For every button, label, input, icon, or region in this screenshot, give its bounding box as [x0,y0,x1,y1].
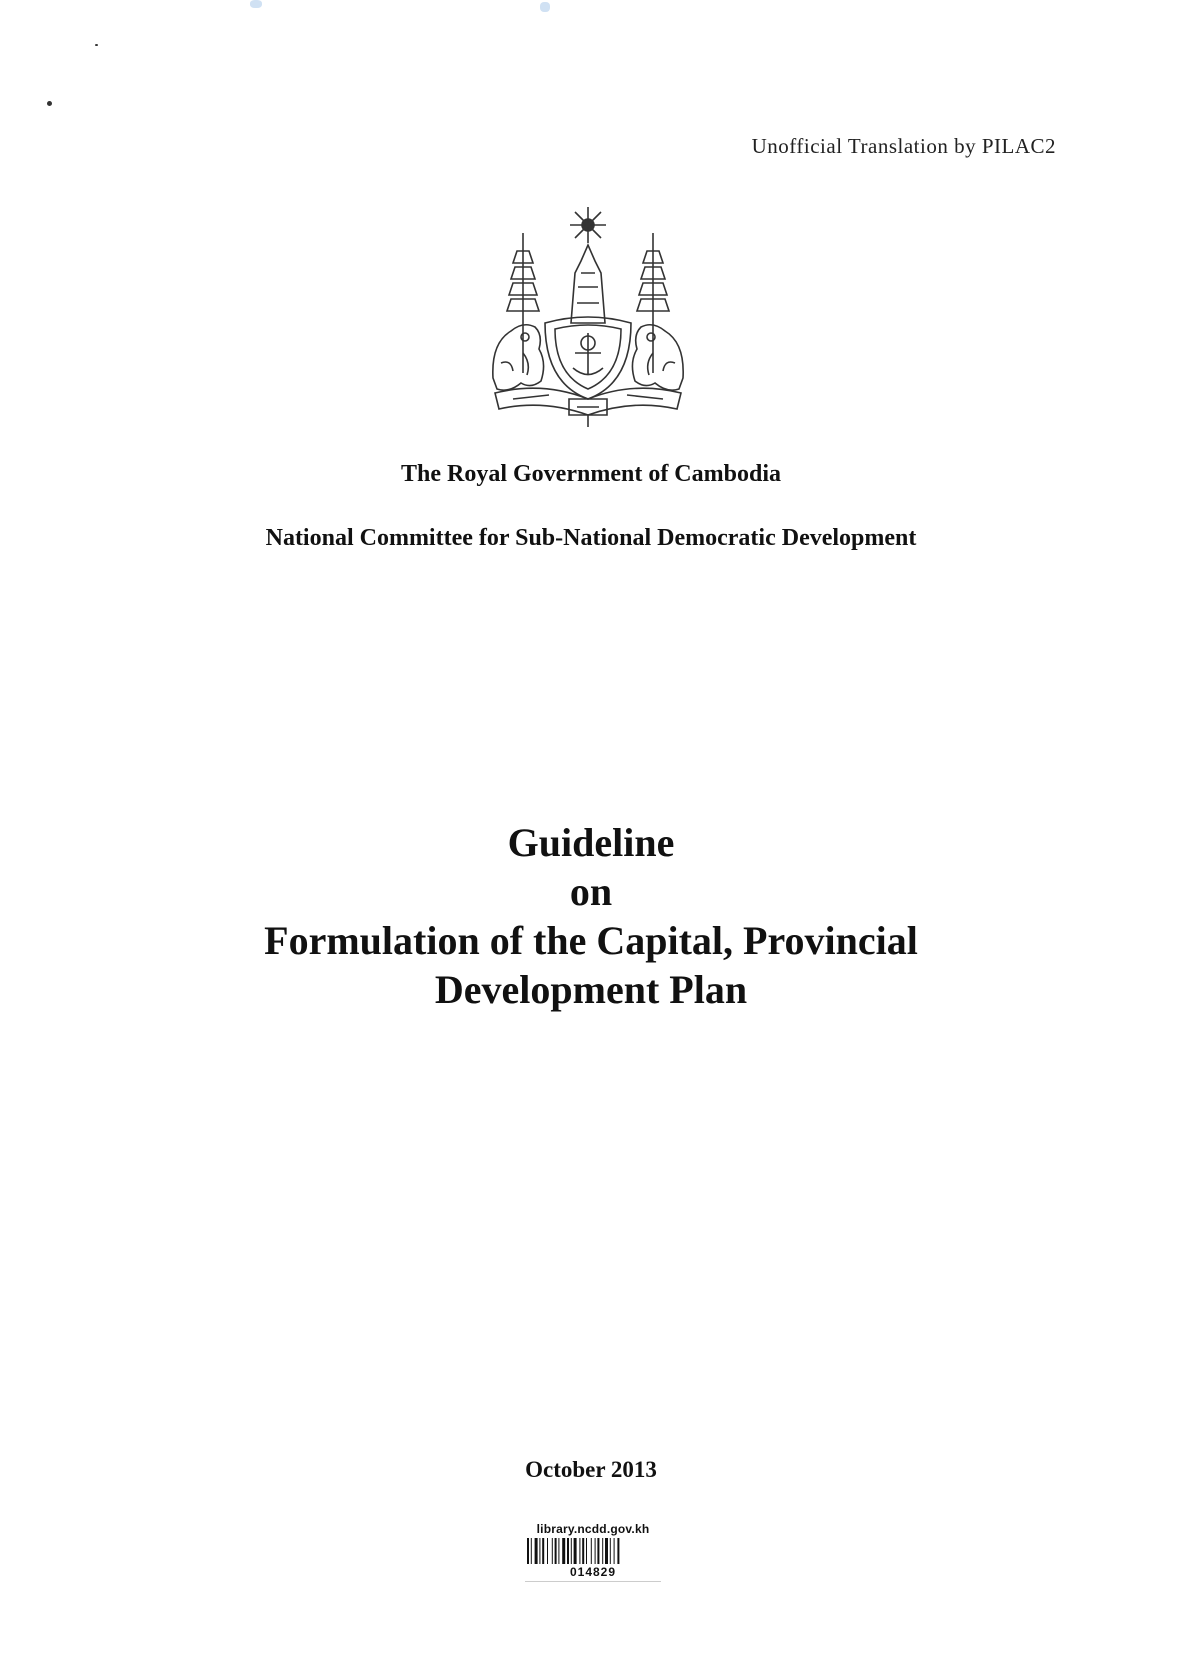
government-name: The Royal Government of Cambodia [401,461,781,487]
title-line: Formulation of the Capital, Provincial [264,918,918,963]
scan-speck [95,44,98,46]
title-line: Guideline [507,820,675,865]
scan-artifact [250,0,262,8]
barcode-icon [526,1538,660,1564]
library-accession-number: 014829 [569,1565,617,1579]
library-barcode-label [523,1522,663,1582]
divider [525,1581,661,1582]
library-url: library.ncdd.gov.kh [536,1522,650,1536]
scan-artifact [540,2,550,12]
title-line: on [569,869,613,914]
publication-date: October 2013 [525,1457,657,1482]
committee-name: National Committee for Sub-National Democratic Development [265,525,917,551]
translation-note: Unofficial Translation by PILAC2 [751,134,1056,158]
royal-coat-of-arms-icon [483,203,693,428]
scan-speck [47,101,52,106]
title-line: Development Plan [434,967,748,1012]
document-title [0,818,1182,1014]
